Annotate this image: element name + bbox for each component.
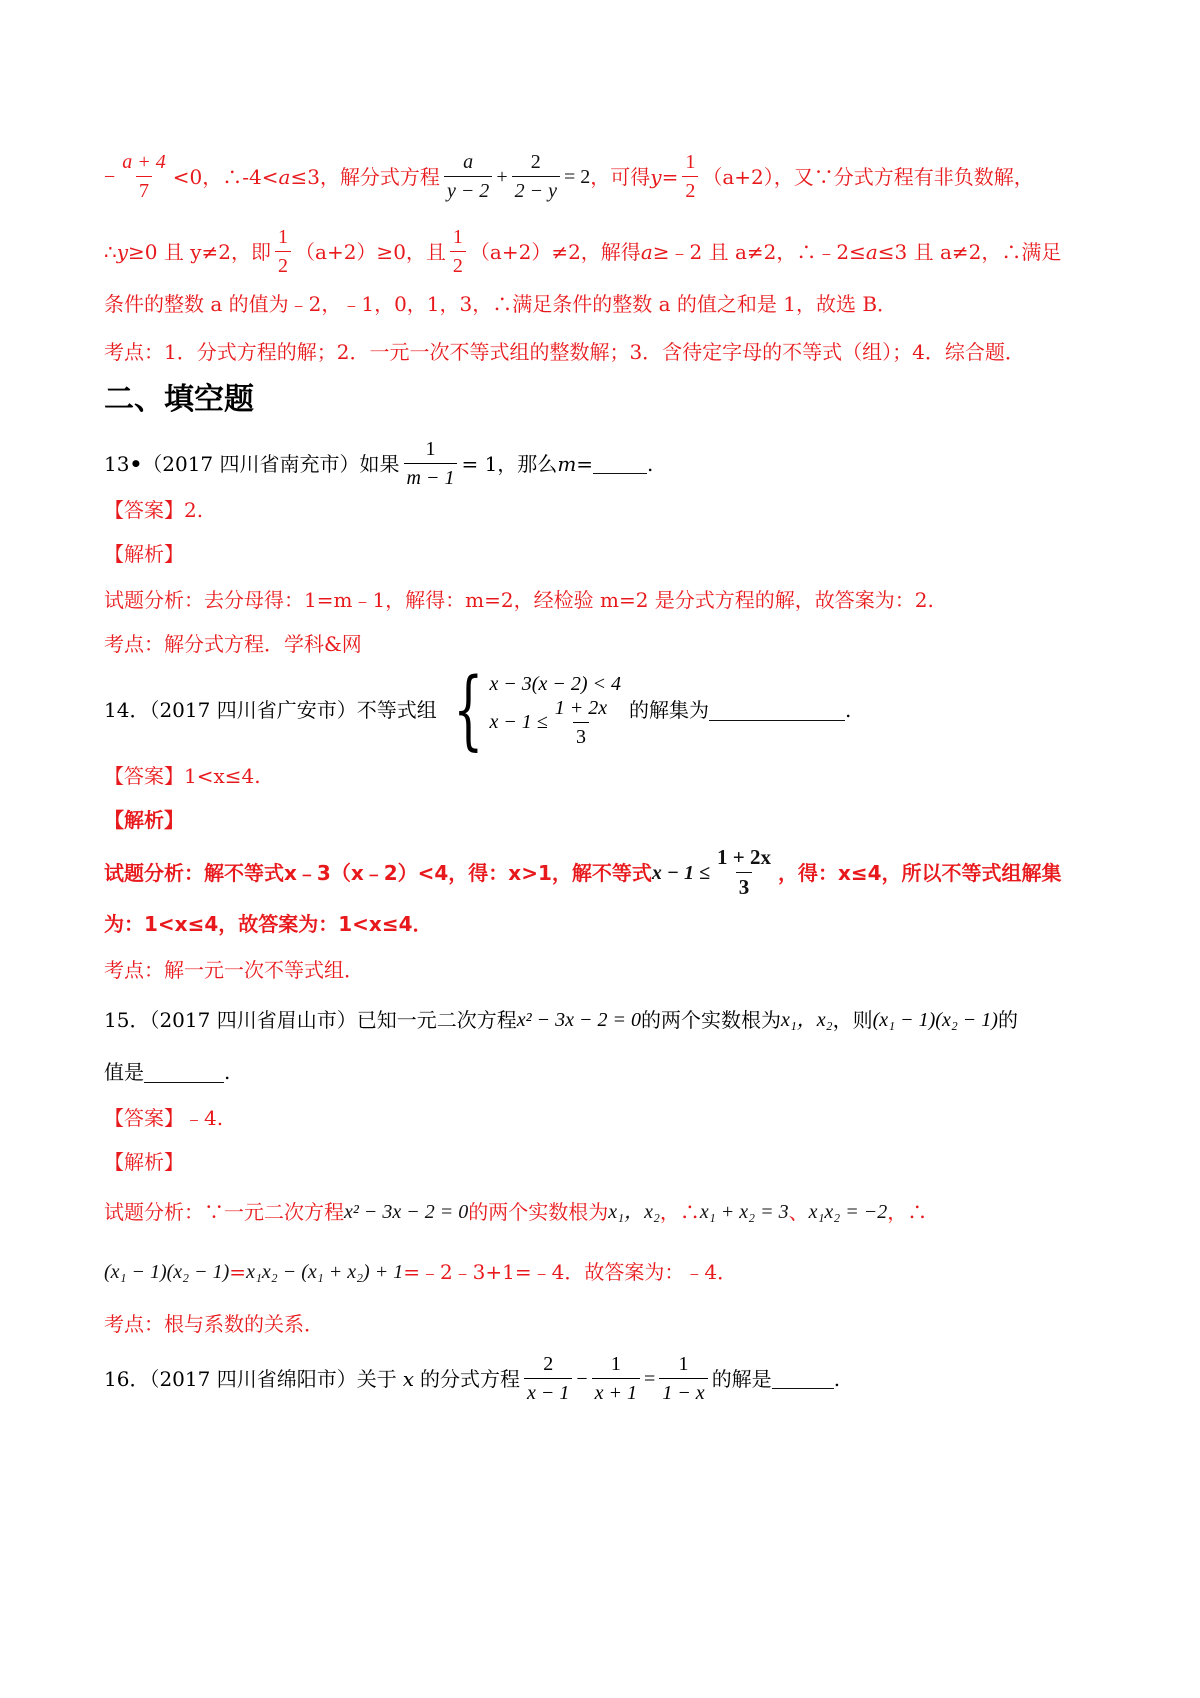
q15-analysis-text: =﹣2﹣3+1=﹣4．故答案为：﹣4． bbox=[403, 1260, 738, 1284]
minus-sign: − bbox=[104, 165, 116, 188]
var-a: a bbox=[278, 164, 291, 189]
fraction-2-over-x-minus-1 bbox=[524, 1352, 572, 1405]
left-brace-icon: { bbox=[453, 660, 484, 760]
frac-num: 1 bbox=[610, 1353, 621, 1375]
q13-dot: • bbox=[129, 451, 143, 476]
inequality-row-2 bbox=[489, 696, 621, 749]
q16-text: . bbox=[833, 1366, 841, 1391]
frac-den: 2 bbox=[682, 176, 698, 203]
frac-num: 1 + 2x bbox=[717, 845, 771, 869]
q16-text: 的解是 bbox=[711, 1366, 772, 1391]
q14-question bbox=[104, 660, 1104, 760]
q15-analysis-2 bbox=[104, 1260, 1104, 1284]
q15-text: . bbox=[224, 1060, 231, 1084]
q15-text: ，则 bbox=[832, 1008, 873, 1032]
intro-line-1 bbox=[104, 150, 1104, 203]
q15-analysis-text: ，∴ bbox=[659, 1200, 700, 1224]
q16-text: 16．（2017 四川省绵阳市）关于 bbox=[104, 1366, 397, 1391]
frac-den: 2 bbox=[275, 251, 291, 278]
fraction-1-over-1-minus-x bbox=[659, 1352, 707, 1405]
product-of-roots: x₁x₂ = −2 bbox=[808, 1201, 888, 1223]
q15-text: 15．（2017 四川省眉山市）已知一元二次方程 bbox=[104, 1008, 517, 1032]
var-a: a bbox=[640, 239, 653, 264]
q15-analysis-text: ，∴ bbox=[887, 1200, 928, 1224]
q15-analysis-text: 试题分析：∵一元二次方程 bbox=[104, 1200, 344, 1224]
product-expression: (x₁ − 1)(x₂ − 1) bbox=[872, 1009, 998, 1031]
frac-den: x − 1 bbox=[524, 1378, 572, 1405]
expanded-expression: x₁x₂ − (x₁ + x₂) + 1 bbox=[246, 1261, 404, 1283]
section-heading: 二、填空题 bbox=[104, 382, 254, 417]
q13-text: = bbox=[576, 451, 594, 476]
frac-num: 1 bbox=[678, 1353, 689, 1375]
q14-answer: 【答案】1<x≤4. bbox=[104, 764, 261, 788]
frac-num: 1 bbox=[452, 226, 463, 248]
q16-text: 的分式方程 bbox=[420, 1366, 520, 1391]
intro-text: （a+2），又∵分式方程有非负数解， bbox=[702, 164, 1034, 189]
frac-den: x + 1 bbox=[592, 1378, 640, 1405]
intro-text: （a+2）≥0，且 bbox=[295, 239, 446, 264]
q14-text: . bbox=[845, 698, 852, 722]
q14-kaodian: 考点：解一元一次不等式组． bbox=[104, 958, 364, 982]
fraction-1-plus-2x-over-3 bbox=[714, 845, 774, 900]
product-expression: (x₁ − 1)(x₂ − 1) bbox=[104, 1261, 230, 1283]
frac-num: 1 bbox=[425, 438, 436, 460]
q14-text: 的解集为 bbox=[629, 698, 709, 722]
fraction-1-over-x-plus-1 bbox=[592, 1352, 640, 1405]
answer-blank bbox=[144, 1062, 224, 1083]
q13-kaodian: 考点：解分式方程．学科&网 bbox=[104, 632, 362, 656]
roots: x₁，x₂ bbox=[780, 1009, 833, 1031]
fraction-1-over-m-minus-1 bbox=[404, 437, 458, 490]
q13-jiexi: 【解析】 bbox=[104, 542, 184, 566]
frac-den: 7 bbox=[136, 176, 152, 203]
intro-text: ≤3，解分式方程 bbox=[290, 164, 440, 189]
frac-num: a + 4 bbox=[122, 151, 166, 173]
q13-answer: 【答案】2. bbox=[104, 498, 204, 522]
frac-num: 1 bbox=[278, 226, 289, 248]
q13-question bbox=[104, 437, 1104, 490]
var-y: y bbox=[650, 164, 662, 189]
q13-analysis: 试题分析：去分母得：1=m﹣1，解得：m=2，经检验 m=2 是分式方程的解，故答案为：2. bbox=[104, 588, 934, 612]
frac-num: 1 + 2x bbox=[554, 696, 608, 719]
equals-sign: = bbox=[644, 1367, 656, 1390]
intro-line-3: 条件的整数 a 的值为﹣2，﹣1，0，1，3，∴满足条件的整数 a 的值之和是 1，故选 B． bbox=[104, 292, 898, 316]
fraction-one-half bbox=[450, 225, 466, 278]
equation-rhs: = 2 bbox=[563, 165, 591, 188]
inequality-system bbox=[441, 660, 621, 760]
intro-text: <0，∴-4< bbox=[172, 164, 279, 189]
intro-line-2 bbox=[104, 225, 1104, 278]
frac-den: y − 2 bbox=[444, 176, 492, 203]
frac-den: 2 − y bbox=[512, 176, 560, 203]
fraction-a-over-y-minus-2 bbox=[444, 150, 492, 203]
fraction-a-plus-4-over-7 bbox=[119, 150, 169, 203]
answer-blank bbox=[709, 700, 845, 721]
intro-text: ，可得 bbox=[590, 164, 651, 189]
q15-jiexi: 【解析】 bbox=[104, 1150, 184, 1174]
frac-num: a bbox=[463, 151, 474, 173]
frac-den: 3 bbox=[736, 872, 753, 900]
answer-blank bbox=[593, 453, 647, 474]
roots: x₁，x₂ bbox=[608, 1201, 660, 1223]
frac-den: 3 bbox=[573, 722, 589, 749]
intro-text: ∴ bbox=[104, 239, 117, 264]
quadratic-equation: x² − 3x − 2 = 0 bbox=[516, 1009, 641, 1031]
frac-den: 2 bbox=[450, 251, 466, 278]
q14-analysis-text: ，得：x≤4，所以不等式组解集 bbox=[777, 860, 1062, 885]
q14-analysis-text: 试题分析：解不等式 bbox=[104, 860, 284, 885]
q14-jiexi: 【解析】 bbox=[104, 808, 184, 832]
intro-text: ≥0 且 y≠2，即 bbox=[128, 239, 272, 264]
q15-analysis-text: 的两个实数根为 bbox=[468, 1200, 609, 1224]
fraction-one-half bbox=[275, 225, 291, 278]
q13-text: （2017 四川省南充市）如果 bbox=[142, 451, 400, 476]
var-x: x bbox=[402, 1366, 414, 1391]
q15-analysis-1 bbox=[104, 1200, 1104, 1224]
q14-analysis-text: x﹣3（x﹣2）<4，得：x>1，解不等式 bbox=[284, 860, 652, 885]
q13-number: 13 bbox=[104, 451, 130, 476]
intro-text: ≥﹣2 且 a≠2，∴﹣2≤ bbox=[652, 239, 866, 264]
inequality-rows bbox=[489, 672, 621, 749]
fraction-one-half bbox=[682, 150, 698, 203]
q15-text: 的两个实数根为 bbox=[640, 1008, 781, 1032]
q16-question bbox=[104, 1352, 1104, 1405]
plus-sign: + bbox=[496, 165, 508, 188]
inequality-lhs: x − 1 ≤ bbox=[651, 861, 710, 884]
q15-text: 值是 bbox=[104, 1060, 144, 1084]
frac-den: m − 1 bbox=[404, 463, 458, 490]
fraction-1-plus-2x-over-3 bbox=[552, 696, 610, 749]
frac-num: 1 bbox=[685, 151, 696, 173]
q14-analysis-2: 为：1<x≤4，故答案为：1<x≤4． bbox=[104, 912, 433, 936]
inequality-row-1: x − 3(x − 2) < 4 bbox=[489, 672, 621, 695]
q14-analysis-1 bbox=[104, 845, 1104, 900]
inequality-lhs: x − 1 ≤ bbox=[489, 711, 548, 733]
frac-num: 2 bbox=[530, 151, 541, 173]
q13-text: = 1，那么 bbox=[461, 451, 558, 476]
var-y: y bbox=[116, 239, 129, 264]
q14-text: 14．（2017 四川省广安市）不等式组 bbox=[104, 698, 437, 722]
answer-blank bbox=[772, 1368, 834, 1389]
fraction-2-over-2-minus-y bbox=[512, 150, 560, 203]
sum-of-roots: x₁ + x₂ = 3 bbox=[699, 1201, 789, 1223]
q15-analysis-text: 、 bbox=[788, 1200, 809, 1224]
intro-text: （a+2）≠2，解得 bbox=[469, 239, 641, 264]
quadratic-equation: x² − 3x − 2 = 0 bbox=[344, 1201, 469, 1223]
q15-analysis-text: = bbox=[229, 1260, 247, 1284]
q13-text: . bbox=[647, 451, 654, 476]
intro-kaodian: 考点：1．分式方程的解；2．一元一次不等式组的整数解；3．含待定字母的不等式（组）；4．综合题． bbox=[104, 340, 1025, 364]
q15-question-line-1 bbox=[104, 1008, 1104, 1032]
intro-text: ≤3 且 a≠2，∴满足 bbox=[877, 239, 1062, 264]
intro-text: = bbox=[661, 164, 679, 189]
q15-text: 的 bbox=[997, 1008, 1018, 1032]
q15-answer: 【答案】﹣4. bbox=[104, 1106, 224, 1130]
q15-kaodian: 考点：根与系数的关系． bbox=[104, 1312, 324, 1336]
var-a: a bbox=[865, 239, 878, 264]
frac-num: 2 bbox=[543, 1353, 554, 1375]
minus-sign: − bbox=[576, 1367, 588, 1390]
var-m: m bbox=[557, 451, 577, 476]
q15-question-line-2 bbox=[104, 1060, 1104, 1084]
frac-den: 1 − x bbox=[659, 1378, 707, 1405]
